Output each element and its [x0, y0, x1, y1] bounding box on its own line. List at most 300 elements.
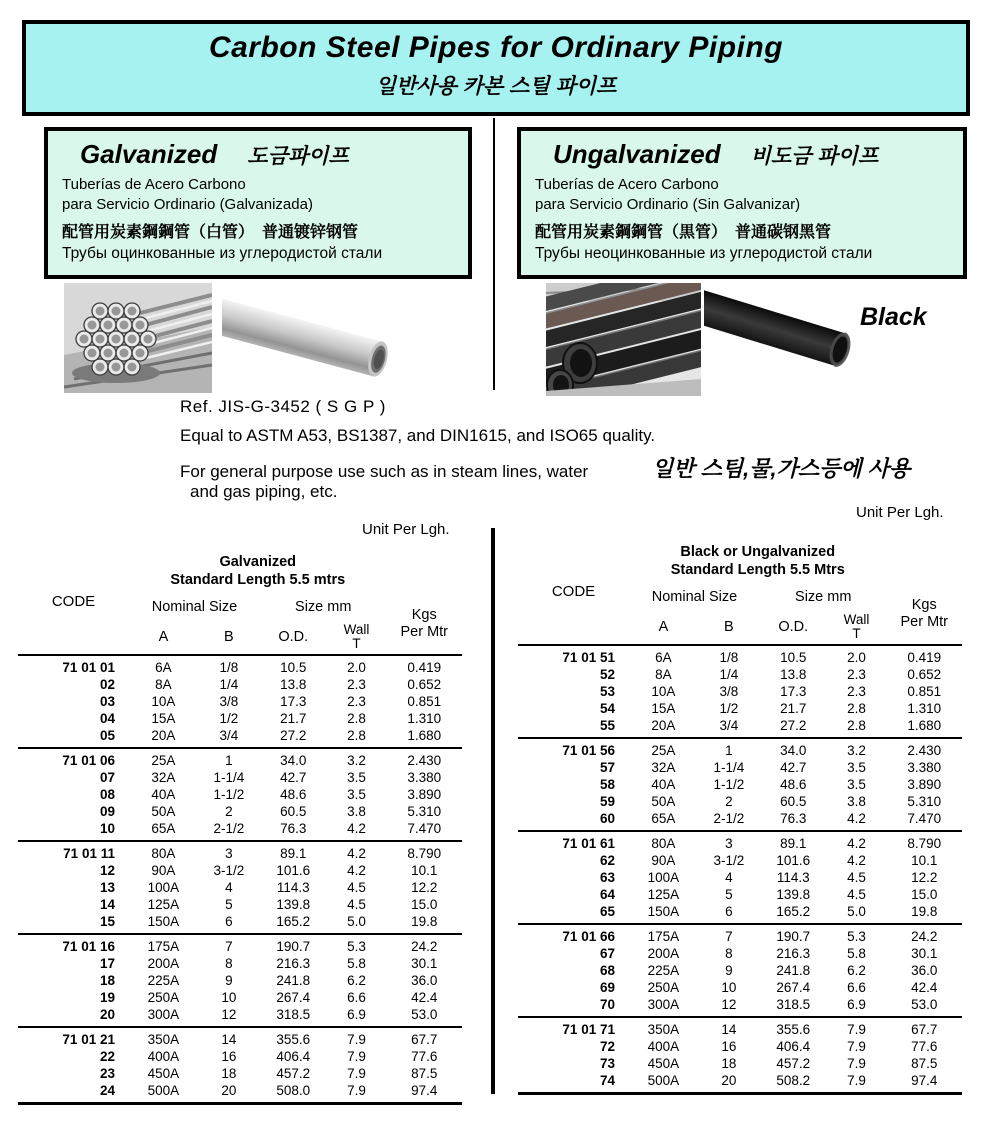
unit-per-length-label-right: Unit Per Lgh. [856, 504, 944, 521]
cell-code [18, 841, 129, 862]
cell-wall-t: 3.5 [347, 770, 366, 785]
cell-od: 508.2 [760, 1072, 827, 1094]
cell-od: 216.3 [276, 956, 311, 971]
cell-nominal-b: 2-1/2 [713, 811, 745, 826]
cell-nominal-a: 50A [151, 804, 176, 819]
cell-code [18, 1027, 129, 1048]
cell-wall-t: 7.9 [847, 1039, 866, 1054]
cell-kgs-per-mtr: 8.790 [887, 831, 963, 852]
code-suffix: 08 [99, 787, 115, 802]
code-suffix: 10 [99, 821, 115, 836]
cell-nominal-a: 200A [147, 956, 180, 971]
cell-nominal-a: 15A [151, 711, 176, 726]
table-row [18, 841, 462, 862]
cell-nominal-a: 80A [629, 831, 698, 852]
spec-table-galvanized-slot [18, 548, 462, 1105]
code-suffix: 71 [599, 1022, 615, 1037]
cell-kgs-per-mtr: 97.4 [387, 1082, 463, 1104]
cell-od: 60.5 [280, 804, 307, 819]
cell-nominal-a: 65A [151, 821, 176, 836]
cell-od: 114.3 [776, 870, 810, 885]
cell-wall-t: 4.2 [347, 821, 366, 836]
header-kgs-line1: Kgs [411, 607, 437, 624]
page-title-banner [22, 20, 970, 116]
code-suffix: 19 [99, 990, 115, 1005]
black-pipe-photo [704, 287, 852, 382]
galvanized-spanish-line1: Tuberías de Acero Carbono [62, 176, 246, 193]
cell-wall-t: 4.2 [347, 863, 366, 878]
table-row [18, 955, 462, 972]
code-prefix: 71 01 [62, 1032, 100, 1047]
cell-code [18, 879, 129, 896]
cell-wall-t: 5.3 [327, 934, 387, 955]
table-row [518, 979, 962, 996]
cell-nominal-a: 65A [651, 811, 676, 826]
cell-kgs-per-mtr: 15.0 [911, 887, 938, 902]
cell-code [18, 710, 129, 727]
header-size-mm: Size mm [295, 599, 352, 615]
cell-kgs-per-mtr: 12.2 [411, 880, 438, 895]
cell-wall-t: 3.5 [847, 760, 866, 775]
code-prefix: 71 01 [562, 650, 600, 665]
table-row [518, 759, 962, 776]
cell-nominal-a: 10A [151, 694, 176, 709]
cell-nominal-a: 125A [147, 897, 180, 912]
cell-nominal-b: 8 [225, 956, 233, 971]
header-banner-line2: Standard Length 5.5 Mtrs [670, 562, 845, 578]
cell-code [18, 862, 129, 879]
ungalvanized-spanish-line1: Tuberías de Acero Carbono [535, 176, 719, 193]
cell-nominal-b: 8 [725, 946, 733, 961]
header-nominal-size: Nominal Size [151, 599, 238, 615]
cell-nominal-a: 6A [629, 645, 698, 666]
cell-code [518, 962, 629, 979]
table-row [18, 693, 462, 710]
code-suffix: 12 [99, 863, 115, 878]
cell-nominal-a: 500A [129, 1082, 198, 1104]
header-nominal-size: Nominal Size [651, 589, 738, 605]
cell-nominal-a: 500A [629, 1072, 698, 1094]
cell-nominal-b: 16 [721, 1039, 737, 1054]
spec-table-black-slot [518, 538, 962, 1095]
table-row [18, 913, 462, 934]
ungalvanized-spanish-line2: para Servicio Ordinario (Sin Galvanizar) [535, 195, 801, 213]
ungalvanized-chinese-line: 配管用炭素鋼鋼管（黒管） 普通碳钢黑管 [535, 224, 832, 241]
cell-code [518, 996, 629, 1017]
code-suffix: 52 [599, 667, 615, 682]
table-row [18, 1082, 462, 1104]
cell-code [18, 1065, 129, 1082]
code-prefix: 71 01 [562, 743, 600, 758]
cell-nominal-a: 125A [647, 887, 680, 902]
ungalvanized-title-korean: 비도금 파이프 [750, 145, 879, 168]
cell-wall-t: 2.3 [847, 684, 866, 699]
cell-nominal-a: 150A [647, 904, 680, 919]
cell-kgs-per-mtr: 1.310 [407, 711, 442, 726]
header-kgs-per-mtr [387, 594, 463, 655]
cell-kgs-per-mtr: 67.7 [887, 1017, 963, 1038]
cell-wall-t: 6.6 [847, 980, 866, 995]
table-row [518, 645, 962, 666]
page-title: Carbon Steel Pipes for Ordinary Piping [208, 31, 784, 64]
cell-nominal-b: 14 [198, 1027, 260, 1048]
cell-kgs-per-mtr: 2.430 [887, 738, 963, 759]
cell-nominal-b: 3 [198, 841, 260, 862]
cell-nominal-a: 80A [129, 841, 198, 862]
cell-nominal-b: 9 [225, 973, 233, 988]
cell-nominal-b: 3/8 [219, 694, 239, 709]
code-suffix: 70 [599, 997, 615, 1012]
cell-nominal-b: 14 [698, 1017, 760, 1038]
cell-nominal-b: 3/4 [219, 728, 239, 743]
code-suffix: 15 [99, 914, 115, 929]
table-row [18, 727, 462, 748]
table-row [518, 852, 962, 869]
cell-code [18, 972, 129, 989]
header-wall-line2: T [352, 636, 361, 651]
table-row [18, 934, 462, 955]
table-row [18, 1048, 462, 1065]
cell-wall-t: 3.8 [847, 794, 866, 809]
table-row [518, 831, 962, 852]
cell-od: 457.2 [276, 1066, 311, 1081]
black-pipe-bundle-photo [546, 283, 701, 401]
unit-per-length-label-left: Unit Per Lgh. [362, 521, 450, 538]
cell-code [18, 1082, 129, 1104]
cell-nominal-b: 6 [225, 914, 233, 929]
code-suffix: 61 [599, 836, 615, 851]
cell-code [18, 676, 129, 693]
cell-od: 101.6 [276, 863, 311, 878]
table-row [18, 676, 462, 693]
cell-od: 139.8 [276, 897, 311, 912]
spec-table-galvanized [18, 548, 462, 1105]
cell-nominal-a: 225A [647, 963, 680, 978]
cell-nominal-a: 50A [651, 794, 676, 809]
cell-code [18, 748, 129, 769]
cell-kgs-per-mtr: 19.8 [911, 904, 938, 919]
cell-nominal-b: 18 [721, 1056, 737, 1071]
code-suffix: 54 [599, 701, 615, 716]
cell-od: 10.5 [260, 655, 327, 676]
table-row [18, 803, 462, 820]
galvanized-pipe-photo [222, 286, 396, 397]
code-suffix: 13 [99, 880, 115, 895]
code-suffix: 58 [599, 777, 615, 792]
cell-nominal-a: 40A [651, 777, 676, 792]
cell-nominal-b: 1-1/2 [713, 777, 745, 792]
header-wall-line2: T [852, 626, 861, 641]
cell-code [18, 655, 129, 676]
cell-nominal-b: 4 [225, 880, 233, 895]
cell-wall-t: 6.9 [347, 1007, 366, 1022]
code-suffix: 21 [99, 1032, 115, 1047]
table-row [518, 717, 962, 738]
cell-wall-t: 6.6 [347, 990, 366, 1005]
cell-nominal-b: 3-1/2 [213, 863, 245, 878]
ref-equivalents: Equal to ASTM A53, BS1387, and DIN1615, and ISO65 quality. [180, 426, 656, 445]
cell-nominal-a: 20A [151, 728, 176, 743]
header-a: A [658, 619, 669, 635]
cell-nominal-b: 4 [725, 870, 733, 885]
galvanized-chinese-line: 配管用炭素鋼鋼管（白管） 普通镀锌钢管 [62, 224, 359, 241]
code-prefix: 71 01 [62, 660, 100, 675]
cell-od: 406.4 [776, 1039, 811, 1054]
cell-od: 190.7 [260, 934, 327, 955]
cell-kgs-per-mtr: 0.652 [407, 677, 442, 692]
cell-wall-t: 6.2 [847, 963, 866, 978]
cell-nominal-a: 8A [655, 667, 672, 682]
code-suffix: 06 [99, 753, 115, 768]
cell-kgs-per-mtr: 36.0 [411, 973, 438, 988]
header-wall-line1: Wall [843, 611, 870, 627]
cell-od: 355.6 [760, 1017, 827, 1038]
table-row [518, 683, 962, 700]
code-suffix: 20 [99, 1007, 115, 1022]
galvanized-box [44, 127, 472, 279]
code-prefix: 71 01 [562, 1022, 600, 1037]
cell-kgs-per-mtr: 5.310 [907, 794, 942, 809]
header-od: O.D. [278, 629, 309, 645]
cell-nominal-b: 20 [198, 1082, 260, 1104]
cell-od: 21.7 [280, 711, 307, 726]
cell-code [18, 913, 129, 934]
header-code: CODE [51, 592, 96, 610]
korean-use-note: 일반 스팀,물,가스등에 사용 [652, 456, 911, 481]
cell-wall-t: 5.8 [347, 956, 366, 971]
cell-nominal-a: 25A [629, 738, 698, 759]
cell-code [18, 989, 129, 1006]
cell-nominal-b: 1 [698, 738, 760, 759]
cell-od: 48.6 [780, 777, 807, 792]
cell-od: 27.2 [780, 718, 807, 733]
cell-wall-t: 4.5 [847, 870, 866, 885]
cell-code [18, 769, 129, 786]
cell-code [18, 693, 129, 710]
table-row [18, 972, 462, 989]
cell-wall-t: 4.2 [847, 811, 866, 826]
table-row [18, 769, 462, 786]
table-row [518, 1055, 962, 1072]
cell-nominal-b: 1-1/4 [213, 770, 245, 785]
cell-nominal-b: 18 [221, 1066, 237, 1081]
cell-code [518, 945, 629, 962]
cell-od: 17.3 [780, 684, 807, 699]
cell-code [518, 831, 629, 852]
cell-kgs-per-mtr: 53.0 [411, 1007, 438, 1022]
spec-table-black-ungalvanized [518, 538, 962, 1095]
header-b: B [724, 619, 734, 635]
cell-kgs-per-mtr: 3.380 [407, 770, 442, 785]
cell-od: 101.6 [776, 853, 811, 868]
code-suffix: 23 [99, 1066, 115, 1081]
header-row-banner [18, 548, 462, 594]
cell-wall-t: 5.0 [847, 904, 866, 919]
table-row [518, 945, 962, 962]
header-b: B [224, 629, 234, 645]
cell-kgs-per-mtr: 3.890 [407, 787, 442, 802]
cell-nominal-b: 1 [198, 748, 260, 769]
cell-wall-t: 5.0 [347, 914, 366, 929]
header-banner [629, 538, 887, 584]
galvanized-box-title [80, 139, 468, 170]
cell-wall-t: 2.3 [347, 677, 366, 692]
header-kgs-per-mtr [887, 584, 963, 645]
cell-nominal-a: 150A [147, 914, 180, 929]
code-suffix: 63 [599, 870, 615, 885]
table-row [518, 1038, 962, 1055]
table-row [518, 996, 962, 1017]
cell-code [518, 1055, 629, 1072]
cell-kgs-per-mtr: 53.0 [911, 997, 938, 1012]
code-prefix: 71 01 [62, 753, 100, 768]
table-row [18, 862, 462, 879]
cell-nominal-a: 10A [651, 684, 676, 699]
cell-kgs-per-mtr: 87.5 [911, 1056, 938, 1071]
cell-wall-t: 4.5 [347, 897, 366, 912]
cell-wall-t: 7.9 [327, 1027, 387, 1048]
cell-nominal-a: 175A [629, 924, 698, 945]
ref-use-line2: and gas piping, etc. [190, 482, 338, 501]
cell-nominal-a: 250A [147, 990, 180, 1005]
cell-nominal-b: 2 [725, 794, 733, 809]
cell-od: 267.4 [776, 980, 811, 995]
cell-wall-t: 7.9 [827, 1017, 887, 1038]
table-row [18, 989, 462, 1006]
cell-od: 89.1 [760, 831, 827, 852]
cell-code [18, 934, 129, 955]
cell-wall-t: 4.5 [347, 880, 366, 895]
cell-wall-t: 3.2 [827, 738, 887, 759]
header-size-mm: Size mm [795, 589, 852, 605]
cell-kgs-per-mtr: 10.1 [411, 863, 438, 878]
cell-od: 27.2 [280, 728, 307, 743]
table-row [518, 886, 962, 903]
cell-wall-t: 4.2 [327, 841, 387, 862]
table-row [518, 1017, 962, 1038]
table-row [518, 962, 962, 979]
code-suffix: 59 [599, 794, 615, 809]
code-suffix: 05 [99, 728, 115, 743]
table-row [518, 776, 962, 793]
code-prefix: 71 01 [562, 929, 600, 944]
code-suffix: 24 [99, 1083, 115, 1098]
code-suffix: 51 [599, 650, 615, 665]
cell-od: 508.0 [260, 1082, 327, 1104]
table-row [518, 793, 962, 810]
cell-nominal-b: 9 [725, 963, 733, 978]
cell-od: 165.2 [276, 914, 311, 929]
cell-od: 89.1 [260, 841, 327, 862]
cell-nominal-a: 100A [647, 870, 680, 885]
table-row [518, 869, 962, 886]
header-kgs-line1: Kgs [911, 597, 937, 614]
table-row [18, 896, 462, 913]
cell-od: 60.5 [780, 794, 807, 809]
code-suffix: 18 [99, 973, 115, 988]
cell-wall-t: 3.5 [847, 777, 866, 792]
cell-od: 457.2 [776, 1056, 811, 1071]
cell-kgs-per-mtr: 0.851 [407, 694, 442, 709]
cell-kgs-per-mtr: 7.470 [407, 821, 442, 836]
cell-od: 165.2 [776, 904, 811, 919]
cell-od: 34.0 [260, 748, 327, 769]
table-row [518, 666, 962, 683]
cell-code [518, 1072, 629, 1094]
code-suffix: 04 [99, 711, 115, 726]
ref-standard: Ref. JIS-G-3452 ( S G P ) [180, 397, 386, 416]
cell-code [518, 645, 629, 666]
cell-nominal-b: 5 [725, 887, 733, 902]
code-suffix: 16 [99, 939, 115, 954]
cell-nominal-b: 5 [225, 897, 233, 912]
header-row-banner [518, 538, 962, 584]
cell-od: 48.6 [280, 787, 307, 802]
cell-kgs-per-mtr: 36.0 [911, 963, 938, 978]
cell-nominal-b: 12 [221, 1007, 237, 1022]
code-prefix: 71 01 [62, 939, 100, 954]
table-row [18, 786, 462, 803]
cell-od: 139.8 [776, 887, 811, 902]
table-row [18, 1006, 462, 1027]
cell-code [518, 1038, 629, 1055]
cell-code [18, 1006, 129, 1027]
cell-nominal-b: 7 [198, 934, 260, 955]
cell-od: 21.7 [780, 701, 807, 716]
code-suffix: 74 [599, 1073, 615, 1088]
code-suffix: 09 [99, 804, 115, 819]
code-suffix: 56 [599, 743, 615, 758]
cell-kgs-per-mtr: 42.4 [411, 990, 438, 1005]
cell-nominal-b: 10 [221, 990, 237, 1005]
cell-kgs-per-mtr: 1.680 [907, 718, 942, 733]
table-row [518, 924, 962, 945]
header-banner-line1: Black or Ungalvanized [680, 543, 836, 560]
cell-wall-t: 4.2 [827, 831, 887, 852]
cell-code [18, 955, 129, 972]
cell-wall-t: 7.9 [327, 1082, 387, 1104]
code-suffix: 03 [99, 694, 115, 709]
cell-nominal-a: 225A [147, 973, 180, 988]
code-suffix: 62 [599, 853, 615, 868]
cell-nominal-b: 1/4 [219, 677, 239, 692]
cell-nominal-a: 450A [647, 1056, 680, 1071]
code-suffix: 57 [599, 760, 615, 775]
cell-od: 318.5 [276, 1007, 311, 1022]
header-kgs-line2: Per Mtr [900, 614, 949, 630]
cell-nominal-b: 1/8 [698, 645, 760, 666]
cell-nominal-b: 12 [721, 997, 737, 1012]
cell-nominal-b: 3/8 [719, 684, 739, 699]
cell-code [518, 700, 629, 717]
code-suffix: 69 [599, 980, 615, 995]
cell-kgs-per-mtr: 12.2 [911, 870, 938, 885]
cell-nominal-a: 450A [147, 1066, 180, 1081]
cell-wall-t: 2.8 [847, 701, 866, 716]
cell-nominal-a: 25A [129, 748, 198, 769]
cell-od: 34.0 [760, 738, 827, 759]
code-prefix: 71 01 [63, 846, 101, 861]
cell-nominal-a: 175A [129, 934, 198, 955]
table-row [518, 700, 962, 717]
cell-code [518, 924, 629, 945]
cell-od: 17.3 [280, 694, 307, 709]
code-suffix: 65 [599, 904, 615, 919]
cell-wall-t: 4.2 [847, 853, 866, 868]
cell-code [18, 803, 129, 820]
cell-wall-t: 5.8 [847, 946, 866, 961]
cell-kgs-per-mtr: 24.2 [387, 934, 463, 955]
